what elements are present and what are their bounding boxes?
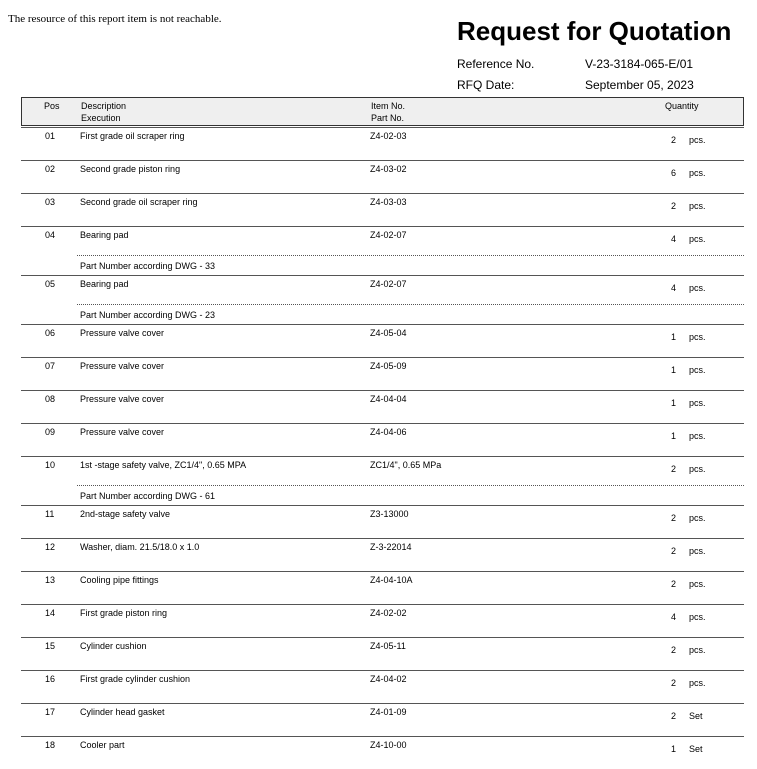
table-row	[21, 423, 744, 456]
row-pos: 16	[45, 674, 56, 684]
row-note	[21, 255, 744, 275]
row-unit: pcs.	[689, 332, 706, 342]
row-unit: Set	[689, 744, 703, 754]
row-unit: pcs.	[689, 678, 706, 688]
row-divider	[21, 670, 744, 671]
table-row	[21, 670, 744, 703]
row-unit: Set	[689, 711, 703, 721]
row-divider	[21, 193, 744, 194]
row-divider	[21, 538, 744, 539]
row-unit: pcs.	[689, 365, 706, 375]
row-description: 1st -stage safety valve, ZC1/4", 0.65 MPA	[80, 460, 247, 470]
row-note-text: Part Number according DWG - 23	[80, 310, 216, 320]
row-description: First grade piston ring	[80, 608, 168, 618]
row-item-no: Z4-05-09	[370, 361, 407, 371]
row-pos: 05	[45, 279, 56, 289]
col-execution: Execution	[81, 113, 121, 123]
row-description: First grade cylinder cushion	[80, 674, 191, 684]
row-unit: pcs.	[689, 234, 706, 244]
rfq-date-label: RFQ Date:	[457, 78, 515, 92]
row-description: Bearing pad	[80, 230, 129, 240]
row-item-no: Z4-02-07	[370, 279, 407, 289]
row-pos: 07	[45, 361, 56, 371]
col-item-no: Item No.	[371, 101, 406, 111]
row-qty: 2	[671, 678, 677, 688]
table-row	[21, 604, 744, 637]
row-unit: pcs.	[689, 579, 706, 589]
row-description: Pressure valve cover	[80, 394, 165, 404]
row-pos: 14	[45, 608, 56, 618]
row-pos: 17	[45, 707, 56, 717]
row-item-no: Z-3-22014	[370, 542, 412, 552]
row-divider	[21, 423, 744, 424]
col-quantity: Quantity	[665, 101, 699, 111]
row-item-no: Z4-05-11	[370, 641, 406, 651]
table-row	[21, 127, 744, 160]
row-pos: 13	[45, 575, 56, 585]
row-unit: pcs.	[689, 168, 706, 178]
row-item-no: Z4-04-06	[370, 427, 407, 437]
row-qty: 1	[671, 332, 677, 342]
row-item-no: Z4-04-10A	[370, 575, 413, 585]
table-row	[21, 736, 744, 769]
row-pos: 03	[45, 197, 56, 207]
row-qty: 2	[671, 135, 677, 145]
row-divider	[21, 226, 744, 227]
row-qty: 2	[671, 579, 677, 589]
row-unit: pcs.	[689, 645, 706, 655]
row-description: Cylinder head gasket	[80, 707, 165, 717]
row-divider	[21, 456, 744, 457]
table-row	[21, 324, 744, 357]
row-pos: 08	[45, 394, 56, 404]
row-description: Second grade piston ring	[80, 164, 181, 174]
row-pos: 06	[45, 328, 56, 338]
row-qty: 2	[671, 513, 677, 523]
table-row	[21, 703, 744, 736]
table-row	[21, 390, 744, 423]
row-item-no: Z4-01-09	[370, 707, 407, 717]
table-row	[21, 357, 744, 390]
row-item-no: ZC1/4", 0.65 MPa	[370, 460, 442, 470]
row-description: Bearing pad	[80, 279, 129, 289]
row-item-no: Z3-13000	[370, 509, 409, 519]
row-qty: 2	[671, 645, 677, 655]
row-description: Cooling pipe fittings	[80, 575, 159, 585]
row-item-no: Z4-03-03	[370, 197, 407, 207]
row-qty: 1	[671, 744, 677, 754]
row-qty: 6	[671, 168, 677, 178]
table-row	[21, 193, 744, 226]
row-note-text: Part Number according DWG - 33	[80, 261, 216, 271]
reference-value: V-23-3184-065-E/01	[585, 57, 694, 71]
row-unit: pcs.	[689, 398, 706, 408]
row-qty: 2	[671, 464, 677, 474]
rfq-date-value: September 05, 2023	[585, 78, 694, 92]
table-row	[21, 637, 744, 670]
row-unit: pcs.	[689, 513, 706, 523]
row-item-no: Z4-02-07	[370, 230, 407, 240]
row-description: Cylinder cushion	[80, 641, 147, 651]
row-unit: pcs.	[689, 464, 706, 474]
row-description: Second grade oil scraper ring	[80, 197, 198, 207]
row-divider	[21, 604, 744, 605]
row-description: Washer, diam. 21.5/18.0 x 1.0	[80, 542, 200, 552]
row-divider	[21, 127, 744, 128]
row-unit: pcs.	[689, 546, 706, 556]
row-qty: 2	[671, 711, 677, 721]
col-part-no: Part No.	[371, 113, 405, 123]
table-row	[21, 571, 744, 604]
row-note	[21, 485, 744, 505]
row-pos: 10	[45, 460, 56, 470]
row-item-no: Z4-05-04	[370, 328, 407, 338]
row-divider	[21, 637, 744, 638]
row-unit: pcs.	[689, 201, 706, 211]
row-note	[21, 304, 744, 324]
row-pos: 02	[45, 164, 56, 174]
row-qty: 1	[671, 431, 677, 441]
row-pos: 04	[45, 230, 56, 240]
row-pos: 12	[45, 542, 56, 552]
row-unit: pcs.	[689, 283, 706, 293]
row-pos: 18	[45, 740, 56, 750]
row-divider	[21, 571, 744, 572]
row-description: First grade oil scraper ring	[80, 131, 185, 141]
row-qty: 4	[671, 283, 677, 293]
page-title: Request for Quotation	[457, 16, 732, 46]
row-qty: 1	[671, 365, 677, 375]
row-item-no: Z4-03-02	[370, 164, 407, 174]
note-divider	[77, 485, 744, 486]
row-qty: 4	[671, 612, 677, 622]
row-pos: 09	[45, 427, 56, 437]
row-unit: pcs.	[689, 135, 706, 145]
row-divider	[21, 736, 744, 737]
row-pos: 15	[45, 641, 56, 651]
note-divider	[77, 255, 744, 256]
table-row	[21, 505, 744, 538]
row-pos: 01	[45, 131, 56, 141]
row-description: Cooler part	[80, 740, 125, 750]
col-pos: Pos	[44, 101, 60, 111]
row-unit: pcs.	[689, 612, 706, 622]
resource-notice: The resource of this report item is not reachable.	[8, 13, 222, 25]
row-description: Pressure valve cover	[80, 427, 165, 437]
row-item-no: Z4-04-02	[370, 674, 407, 684]
row-description: Pressure valve cover	[80, 361, 165, 371]
row-divider	[21, 703, 744, 704]
row-item-no: Z4-04-04	[370, 394, 407, 404]
row-divider	[21, 324, 744, 325]
table-row	[21, 160, 744, 193]
row-note-text: Part Number according DWG - 61	[80, 491, 216, 501]
row-item-no: Z4-02-03	[370, 131, 407, 141]
note-divider	[77, 304, 744, 305]
row-qty: 2	[671, 546, 677, 556]
row-pos: 11	[45, 509, 55, 519]
row-description: 2nd-stage safety valve	[80, 509, 171, 519]
row-divider	[21, 505, 744, 506]
row-divider	[21, 357, 744, 358]
row-qty: 2	[671, 201, 677, 211]
row-divider	[21, 390, 744, 391]
table-header	[21, 97, 744, 126]
row-qty: 4	[671, 234, 677, 244]
col-description: Description	[81, 101, 127, 111]
row-item-no: Z4-10-00	[370, 740, 407, 750]
row-unit: pcs.	[689, 431, 706, 441]
reference-label: Reference No.	[457, 57, 535, 71]
row-divider	[21, 160, 744, 161]
row-qty: 1	[671, 398, 677, 408]
row-item-no: Z4-02-02	[370, 608, 407, 618]
table-row	[21, 538, 744, 571]
row-description: Pressure valve cover	[80, 328, 165, 338]
row-divider	[21, 275, 744, 276]
